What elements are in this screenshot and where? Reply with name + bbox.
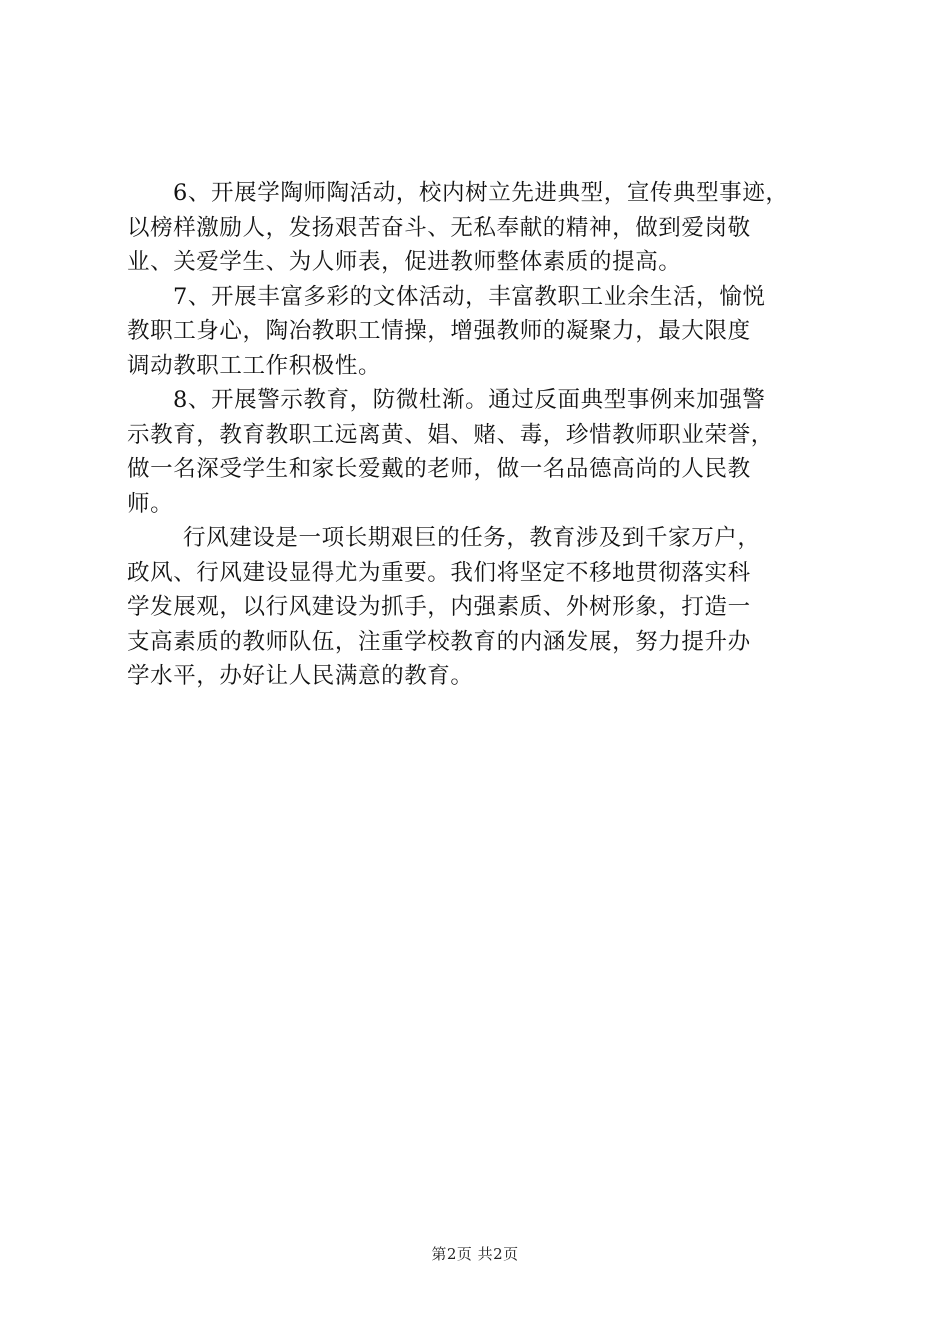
- text-line: 调动教职工工作积极性。: [127, 352, 382, 379]
- page-number-label: 第2页 共2页: [431, 1245, 519, 1263]
- text-line: 7、开展丰富多彩的文体活动，丰富教职工业余生活，愉悦: [173, 283, 766, 310]
- document-body: [127, 176, 827, 694]
- paragraph-item-8: [127, 383, 827, 521]
- text-line: 做一名深受学生和家长爱戴的老师，做一名品德高尚的人民教: [127, 456, 751, 482]
- text-line: 行风建设是一项长期艰巨的任务，教育涉及到千家万户，: [183, 525, 761, 551]
- text-line: 学水平，办好让人民满意的教育。: [127, 663, 474, 689]
- text-line: 8、开展警示教育，防微杜渐。通过反面典型事例来加强警: [173, 387, 766, 413]
- text-line: 以榜样激励人，发扬艰苦奋斗、无私奉献的精神，做到爱岗敬: [127, 214, 751, 241]
- paragraph-item-7: [127, 280, 827, 384]
- page-footer: [0, 1243, 950, 1264]
- text-line: 师。: [127, 490, 174, 517]
- text-line: 教职工身心，陶冶教职工情操，增强教师的凝聚力，最大限度: [127, 318, 751, 344]
- paragraph-conclusion: [127, 521, 827, 694]
- text-line: 示教育，教育教职工远离黄、娼、赌、毒，珍惜教师职业荣誉，: [127, 421, 774, 448]
- text-line: 学发展观，以行风建设为抓手，内强素质、外树形象，打造一: [127, 594, 751, 620]
- paragraph-item-6: [127, 176, 827, 280]
- text-line: 业、关爱学生、为人师表，促进教师整体素质的提高。: [127, 249, 682, 275]
- text-line: 政风、行风建设显得尤为重要。我们将坚定不移地贯彻落实科: [127, 559, 751, 586]
- text-line: 支高素质的教师队伍，注重学校教育的内涵发展，努力提升办: [127, 628, 751, 655]
- text-line: 6、开展学陶师陶活动，校内树立先进典型，宣传典型事迹，: [173, 180, 789, 206]
